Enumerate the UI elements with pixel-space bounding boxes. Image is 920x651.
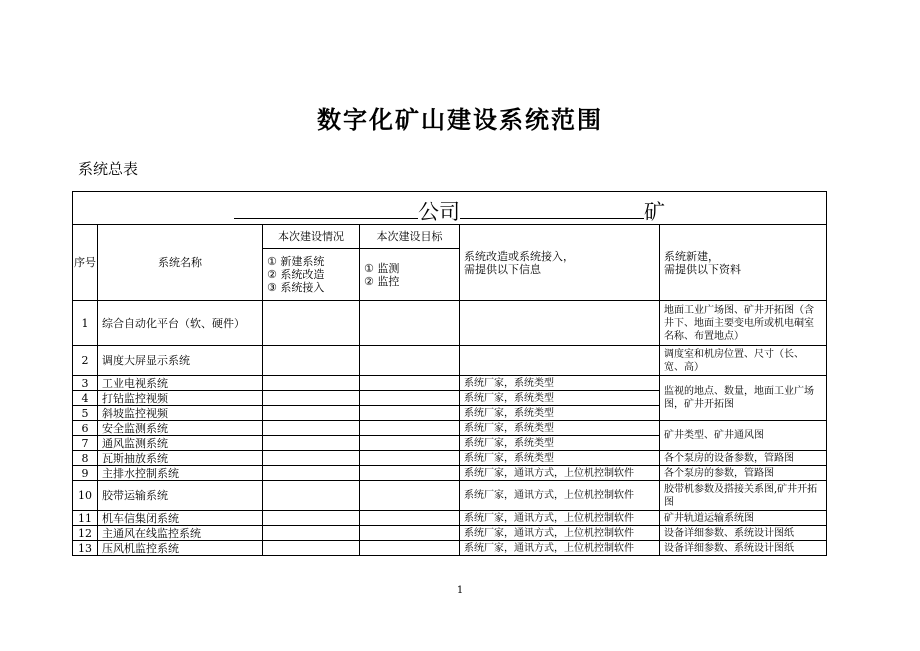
header-modify-info	[460, 225, 660, 301]
row-system-name: 主排水控制系统	[98, 466, 263, 481]
row-system-name: 压风机监控系统	[98, 541, 263, 556]
goal-options	[360, 249, 460, 301]
header-build-status: 本次建设情况	[263, 225, 360, 249]
row-build-status	[263, 436, 360, 451]
table-row	[73, 301, 827, 346]
row-system-name: 机车信集闭系统	[98, 511, 263, 526]
header-modify-info-line2: 需提供以下信息	[464, 262, 541, 276]
option-system-access: ③ 系统接入	[267, 281, 325, 294]
table-row	[73, 526, 827, 541]
row-build-goal	[360, 406, 460, 421]
row-new-info: 矿井轨道运输系统图	[660, 511, 827, 526]
row-number: 6	[73, 421, 98, 436]
row-build-status	[263, 421, 360, 436]
row-build-goal	[360, 436, 460, 451]
row-new-info: 胶带机参数及搭接关系图,矿井开拓图	[660, 481, 827, 511]
company-name-blank	[234, 198, 418, 219]
mine-label: 矿	[644, 199, 666, 224]
row-modify-info: 系统厂家，系统类型	[460, 421, 660, 436]
table-row	[73, 451, 827, 466]
row-system-name: 主通风在线监控系统	[98, 526, 263, 541]
row-modify-info: 系统厂家，系统类型	[460, 391, 660, 406]
row-system-name: 调度大屏显示系统	[98, 346, 263, 376]
row-system-name: 通风监测系统	[98, 436, 263, 451]
row-new-info-merged: 监视的地点、数量，地面工业广场图，矿井开拓图	[660, 376, 827, 421]
row-build-goal	[360, 421, 460, 436]
row-modify-info: 系统厂家，通讯方式，上位机控制软件	[460, 466, 660, 481]
option-control: ② 监控	[364, 274, 400, 288]
header-system-name: 系统名称	[98, 225, 263, 301]
row-new-info-merged: 矿井类型、矿井通风图	[660, 421, 827, 451]
option-new-system: ① 新建系统	[267, 255, 325, 268]
row-build-goal	[360, 526, 460, 541]
row-build-status	[263, 511, 360, 526]
row-modify-info	[460, 346, 660, 376]
row-new-info: 各个泵房的设备参数，管路图	[660, 451, 827, 466]
row-number: 12	[73, 526, 98, 541]
row-build-status	[263, 376, 360, 391]
row-system-name: 打钻监控视频	[98, 391, 263, 406]
table-row	[73, 376, 827, 391]
option-system-modify: ② 系统改造	[267, 268, 325, 281]
row-number: 11	[73, 511, 98, 526]
row-modify-info: 系统厂家，系统类型	[460, 406, 660, 421]
row-number: 8	[73, 451, 98, 466]
row-number: 7	[73, 436, 98, 451]
row-modify-info: 系统厂家，通讯方式，上位机控制软件	[460, 541, 660, 556]
row-modify-info: 系统厂家，系统类型	[460, 436, 660, 451]
row-system-name: 综合自动化平台（软、硬件）	[98, 301, 263, 346]
row-build-status	[263, 391, 360, 406]
row-build-goal	[360, 391, 460, 406]
header-new-info-line1: 系统新建，	[664, 249, 719, 263]
header-new-info	[660, 225, 827, 301]
company-row	[73, 192, 827, 225]
row-build-goal	[360, 451, 460, 466]
row-modify-info: 系统厂家，通讯方式，上位机控制软件	[460, 526, 660, 541]
row-build-goal	[360, 481, 460, 511]
table-row	[73, 346, 827, 376]
table-row	[73, 511, 827, 526]
document-title: 数字化矿山建设系统范围	[317, 106, 603, 134]
header-seq: 序号	[73, 225, 98, 301]
row-new-info: 地面工业广场图、矿井开拓图（含井下、地面主要变电所或机电硐室名称、布置地点）	[660, 301, 827, 346]
table-row	[73, 481, 827, 511]
company-mine-line	[73, 192, 827, 225]
page-number: 1	[456, 585, 464, 596]
row-build-goal	[360, 466, 460, 481]
row-new-info: 设备详细参数、系统设计图纸	[660, 541, 827, 556]
row-build-goal	[360, 376, 460, 391]
header-build-goal: 本次建设目标	[360, 225, 460, 249]
row-number: 4	[73, 391, 98, 406]
row-modify-info: 系统厂家，通讯方式，上位机控制软件	[460, 511, 660, 526]
row-new-info: 调度室和机房位置、尺寸（长、宽、高）	[660, 346, 827, 376]
table-subtitle: 系统总表	[78, 160, 139, 178]
row-number: 3	[73, 376, 98, 391]
row-number: 9	[73, 466, 98, 481]
row-build-goal	[360, 301, 460, 346]
row-number: 5	[73, 406, 98, 421]
header-new-info-line2: 需提供以下资料	[664, 262, 741, 276]
row-build-status	[263, 301, 360, 346]
company-label: 公司	[418, 199, 461, 224]
row-number: 2	[73, 346, 98, 376]
row-modify-info	[460, 301, 660, 346]
row-build-status	[263, 526, 360, 541]
row-build-status	[263, 481, 360, 511]
option-monitoring: ① 监测	[364, 261, 400, 275]
row-number: 13	[73, 541, 98, 556]
mine-name-blank	[460, 198, 644, 219]
row-modify-info: 系统厂家，系统类型	[460, 376, 660, 391]
table-row	[73, 466, 827, 481]
row-system-name: 瓦斯抽放系统	[98, 451, 263, 466]
row-system-name: 安全监测系统	[98, 421, 263, 436]
row-modify-info: 系统厂家，通讯方式，上位机控制软件	[460, 481, 660, 511]
row-system-name: 工业电视系统	[98, 376, 263, 391]
row-build-goal	[360, 541, 460, 556]
row-new-info: 设备详细参数、系统设计图纸	[660, 526, 827, 541]
row-build-status	[263, 541, 360, 556]
header-row	[73, 225, 827, 249]
header-modify-info-line1: 系统改造或系统接入，	[464, 249, 574, 263]
row-system-name: 斜坡监控视频	[98, 406, 263, 421]
row-system-name: 胶带运输系统	[98, 481, 263, 511]
row-build-status	[263, 466, 360, 481]
row-new-info: 各个泵房的参数，管路图	[660, 466, 827, 481]
build-options	[263, 249, 360, 301]
row-build-goal	[360, 511, 460, 526]
system-scope-table	[72, 191, 827, 556]
row-build-goal	[360, 346, 460, 376]
row-modify-info: 系统厂家，系统类型	[460, 451, 660, 466]
row-number: 10	[73, 481, 98, 511]
row-build-status	[263, 451, 360, 466]
row-number: 1	[73, 301, 98, 346]
table-row	[73, 421, 827, 436]
row-build-status	[263, 346, 360, 376]
table-row	[73, 541, 827, 556]
row-build-status	[263, 406, 360, 421]
